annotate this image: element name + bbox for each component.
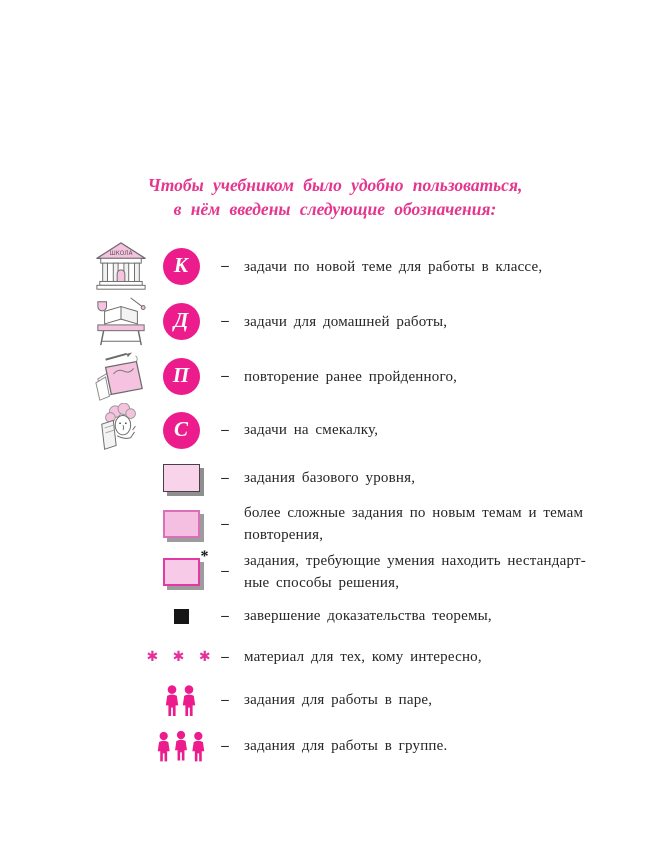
legend-row-nonstandard	[94, 547, 586, 595]
legend-text: задания, требующие умения находить нестандарт- ные способы решения,	[244, 552, 586, 591]
marker-cell	[156, 303, 206, 340]
asterisk-mark: *	[200, 547, 209, 565]
dash: –	[221, 368, 229, 385]
dash: –	[221, 737, 229, 754]
legend-text: задачи по новой теме для работы в классе,	[244, 258, 543, 275]
three-asterisks-icon: ✱ ✱ ✱	[146, 649, 216, 666]
marker-cell	[156, 464, 206, 492]
marker-cell	[156, 609, 206, 624]
legend-row-qed	[94, 595, 576, 637]
legend-row-ingenuity	[94, 404, 576, 456]
legend-text: задания для работы в паре,	[244, 692, 433, 709]
legend-row-basic-level	[94, 456, 576, 500]
group-of-people-icon	[156, 730, 206, 763]
pair-of-people-icon	[164, 684, 198, 717]
dash: –	[221, 648, 229, 665]
badge-homework: Д	[163, 303, 200, 340]
thinking-person-icon	[94, 403, 156, 457]
dash: –	[221, 691, 229, 708]
pink-square-asterisk-icon	[163, 547, 209, 586]
legend-row-classwork	[94, 239, 576, 294]
marker-cell	[156, 684, 206, 717]
legend-text: повторение ранее пройденного,	[244, 368, 458, 385]
marker-cell	[156, 412, 206, 449]
legend-text: задачи на смекалку,	[244, 422, 379, 439]
dash: –	[221, 313, 229, 330]
marker-cell	[156, 730, 206, 763]
dash: –	[221, 258, 229, 275]
legend-text: более сложные задания по новым темам и темам повторения,	[244, 505, 584, 544]
pink-square-icon	[163, 510, 200, 538]
legend-list	[94, 239, 586, 769]
legend-row-extra-material	[94, 637, 576, 677]
legend-row-homework	[94, 294, 576, 349]
badge-repetition: П	[163, 358, 200, 395]
heading-line-1: Чтобы учебником было удобно пользоваться,	[147, 175, 523, 195]
svg-text:ШКОЛА: ШКОЛА	[109, 250, 133, 257]
black-square-icon	[174, 609, 189, 624]
marker-cell	[156, 510, 206, 538]
legend-text: материал для тех, кому интересно,	[244, 649, 482, 666]
notebook-with-pencil-icon	[94, 350, 156, 404]
legend-text: задания базового уровня,	[244, 470, 416, 487]
dash: –	[221, 469, 229, 486]
dash: –	[221, 563, 229, 580]
dash: –	[221, 421, 229, 438]
marker-cell	[156, 358, 206, 395]
marker-cell	[146, 649, 216, 666]
light-pink-square-icon	[163, 464, 200, 492]
legend-row-pair-work	[94, 677, 576, 723]
legend-text: задания для работы в группе.	[244, 738, 448, 755]
legend-text: завершение доказательства теоремы,	[244, 608, 492, 625]
marker-cell	[156, 547, 209, 586]
heading-line-2: в нём введены следующие обозначения:	[173, 198, 497, 219]
dash: –	[221, 515, 229, 532]
school-building-icon	[94, 240, 156, 294]
badge-classwork: К	[163, 248, 200, 285]
desk-with-book-icon	[94, 295, 156, 349]
legend-row-advanced	[94, 500, 584, 548]
legend-text: задачи для домашней работы,	[244, 313, 448, 330]
badge-ingenuity: С	[163, 412, 200, 449]
marker-cell	[156, 248, 206, 285]
dash: –	[221, 607, 229, 624]
page-heading	[94, 174, 576, 221]
legend-row-group-work	[94, 723, 576, 769]
legend-row-repetition	[94, 349, 576, 404]
